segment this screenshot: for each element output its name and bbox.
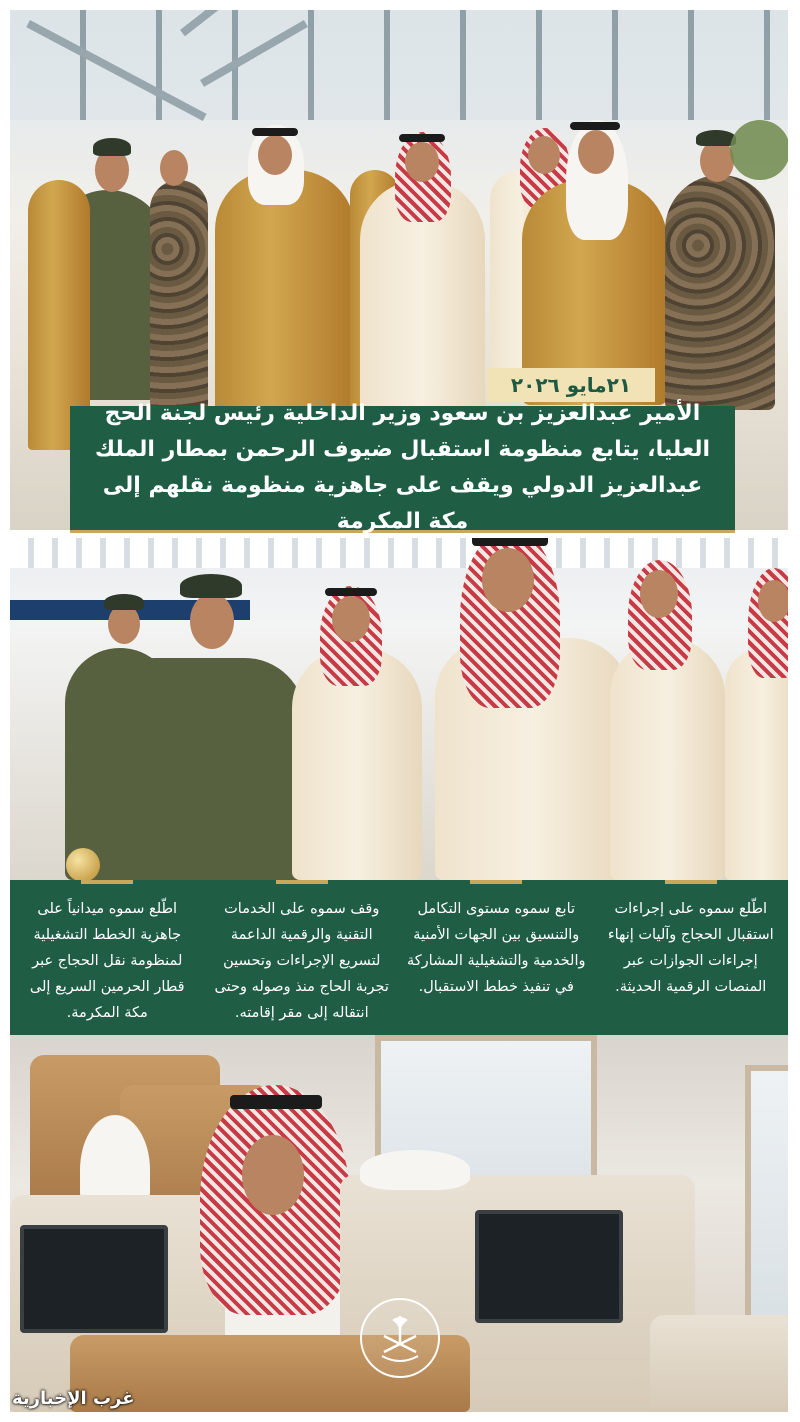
saudi-emblem-icon	[372, 1310, 428, 1366]
beret	[104, 594, 144, 610]
person-head	[578, 130, 614, 174]
seat-screen	[20, 1225, 168, 1333]
date-label: ٢١مايو ٢٠٢٦	[510, 373, 632, 397]
person-head	[160, 150, 188, 186]
gold-sphere	[66, 848, 100, 880]
camo-figure	[150, 180, 208, 410]
bisht-figure	[725, 648, 788, 880]
bisht-figure	[610, 638, 725, 880]
person-head	[758, 580, 788, 622]
person-head	[190, 593, 234, 649]
info-panel-4	[10, 880, 205, 1035]
headline-text: الأمير عبدالعزيز بن سعود وزير الداخلية رئيس لجنة الحج العليا، يتابع منظومة استقبال ضيوف الرحمن بمطار الملك عبدالعزيز الدولي ويقف على جاهزية منظومة نقلهم إلى مكة المكرمة	[94, 401, 711, 534]
iqal	[325, 588, 377, 596]
seat-screen	[475, 1210, 623, 1323]
person-head	[242, 1135, 304, 1215]
iqal	[472, 538, 548, 546]
gold-divider	[470, 880, 522, 884]
beret	[180, 574, 242, 598]
person-head	[108, 604, 140, 644]
person-head	[332, 596, 370, 642]
iqal	[399, 134, 445, 142]
person-head	[405, 142, 439, 182]
info-band	[10, 880, 788, 1035]
photo-terminal-briefing	[10, 538, 788, 880]
officer-figure	[95, 658, 305, 880]
terminal-roof	[10, 10, 788, 120]
info-panel-2	[399, 880, 594, 1035]
info-panel-3	[205, 880, 400, 1035]
headline-panel	[70, 401, 735, 534]
info-text: اطّلع سموه على إجراءات استقبال الحجاج وآليات إنهاء إجراءات الجوازات عبر المنصات الرقمية الحديثة.	[607, 901, 774, 995]
iqal	[230, 1095, 322, 1109]
bisht-figure	[215, 170, 355, 415]
gold-divider	[276, 880, 328, 884]
plant	[730, 120, 788, 180]
iqal	[570, 122, 620, 130]
iqal	[252, 128, 298, 136]
gold-divider	[665, 880, 717, 884]
person-head	[528, 136, 560, 174]
gold-divider	[81, 880, 133, 884]
info-panel-1	[594, 880, 789, 1035]
person-head	[258, 135, 292, 175]
watermark: غرب الإخبارية	[12, 1388, 135, 1409]
info-text: اطّلع سموه ميدانياً على جاهزية الخطط التشغيلية لمنظومة نقل الحجاج عبر قطار الحرمين السريع إلى مكة المكرمة.	[29, 901, 185, 1021]
person-head	[640, 570, 678, 618]
train-seat	[650, 1315, 788, 1412]
beret	[93, 138, 131, 156]
person-head	[700, 140, 734, 182]
white-ghutra	[360, 1150, 470, 1190]
info-text: تابع سموه مستوى التكامل والتنسيق بين الجهات الأمنية والخدمية والتشغيلية المشاركة في تنفيذ خطط الاستقبال.	[407, 901, 586, 995]
emblem	[360, 1298, 440, 1378]
person-head	[482, 548, 534, 612]
train-window	[745, 1065, 788, 1327]
camo-figure	[665, 175, 775, 410]
info-text: وقف سموه على الخدمات التقنية والرقمية الداعمة لتسريع الإجراءات وتحسين تجربة الحاج منذ وصوله وحتى انتقاله إلى مقر إقامته.	[214, 901, 389, 1021]
